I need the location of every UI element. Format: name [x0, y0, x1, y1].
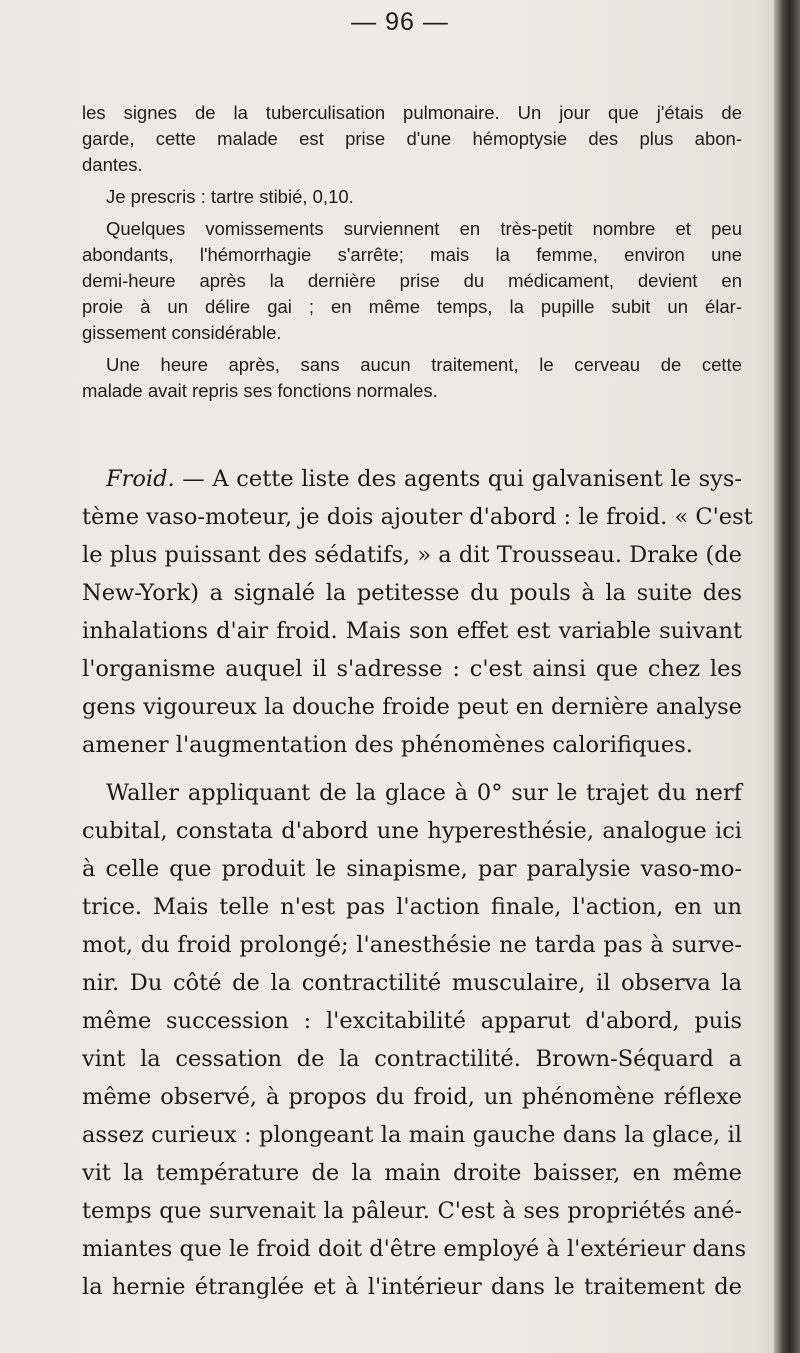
- section-lead-froid: Froid.: [106, 466, 175, 492]
- paragraph-waller: [82, 774, 747, 1306]
- text-line: Je prescris : tartre stibié, 0,10.: [106, 186, 354, 207]
- text-line: nir. Du côté de la contractilité musculaire, il observa la: [82, 970, 742, 996]
- text-line: l'organisme auquel il s'adresse : c'est ainsi que chez les: [82, 656, 742, 682]
- small-print-block: [82, 100, 742, 404]
- paragraph-une-heure-apres: [82, 352, 742, 404]
- text-line: assez curieux : plongeant la main gauche dans la glace, il: [82, 1122, 742, 1148]
- text-line: même succession : l'excitabilité apparut d'abord, puis: [82, 1008, 742, 1034]
- text-line: gissement considérable.: [82, 322, 282, 343]
- text-line: proie à un délire gai ; en même temps, la pupille subit un élar-: [82, 296, 742, 317]
- text-line: [82, 460, 742, 498]
- text-line: garde, cette malade est prise d'une hémoptysie des plus abon-: [82, 128, 742, 149]
- text-line: Quelques vomissements surviennent en très-petit nombre et peu: [106, 218, 742, 239]
- text-line: les signes de la tuberculisation pulmonaire. Un jour que j'étais de: [82, 102, 742, 123]
- main-text-block: [82, 460, 753, 1306]
- text-line: dantes.: [82, 154, 143, 175]
- page-number: — 96 —: [351, 8, 449, 36]
- paragraph-froid: [82, 460, 753, 764]
- text-line: temps que survenait la pâleur. C'est à ses propriétés ané-: [82, 1198, 742, 1224]
- paragraph-prescription: [82, 184, 742, 210]
- text-line: vit la température de la main droite baisser, en même: [82, 1160, 742, 1186]
- text-line: trice. Mais telle n'est pas l'action finale, l'action, en un: [82, 894, 742, 920]
- page-edge: [774, 0, 800, 1353]
- text-line: vint la cessation de la contractilité. Brown-Séquard a: [82, 1046, 742, 1072]
- text-line: gens vigoureux la douche froide peut en dernière analyse: [82, 694, 742, 720]
- text-line: même observé, à propos du froid, un phénomène réflexe: [82, 1084, 742, 1110]
- paragraph-vomissements: [82, 216, 742, 346]
- text-line: miantes que le froid doit d'être employé à l'extérieur dans: [82, 1236, 747, 1262]
- text-line: mot, du froid prolongé; l'anesthésie ne tarda pas à surve-: [82, 932, 742, 958]
- text-line: demi-heure après la dernière prise du médicament, devient en: [82, 270, 742, 291]
- text-line: la hernie étranglée et à l'intérieur dans le traitement de: [82, 1274, 742, 1300]
- text-run: — A cette liste des agents qui galvanisent le sys-: [174, 466, 742, 492]
- text-line: à celle que produit le sinapisme, par paralysie vaso-mo-: [82, 856, 742, 882]
- text-line: tème vaso-moteur, je dois ajouter d'abord : le froid. « C'est: [82, 504, 753, 530]
- text-line: cubital, constata d'abord une hyperesthésie, analogue ici: [82, 818, 742, 844]
- text-line: inhalations d'air froid. Mais son effet est variable suivant: [82, 618, 742, 644]
- text-line: Une heure après, sans aucun traitement, le cerveau de cette: [106, 354, 742, 375]
- text-line: le plus puissant des sédatifs, » a dit Trousseau. Drake (de: [82, 542, 742, 568]
- paragraph-hemoptysie: [82, 100, 742, 178]
- text-line: amener l'augmentation des phénomènes calorifiques.: [82, 732, 693, 758]
- text-line: malade avait repris ses fonctions normales.: [82, 380, 438, 401]
- text-line: abondants, l'hémorrhagie s'arrête; mais la femme, environ une: [82, 244, 742, 265]
- text-line: Waller appliquant de la glace à 0° sur le trajet du nerf: [106, 780, 742, 806]
- text-line: New-York) a signalé la petitesse du pouls à la suite des: [82, 580, 742, 606]
